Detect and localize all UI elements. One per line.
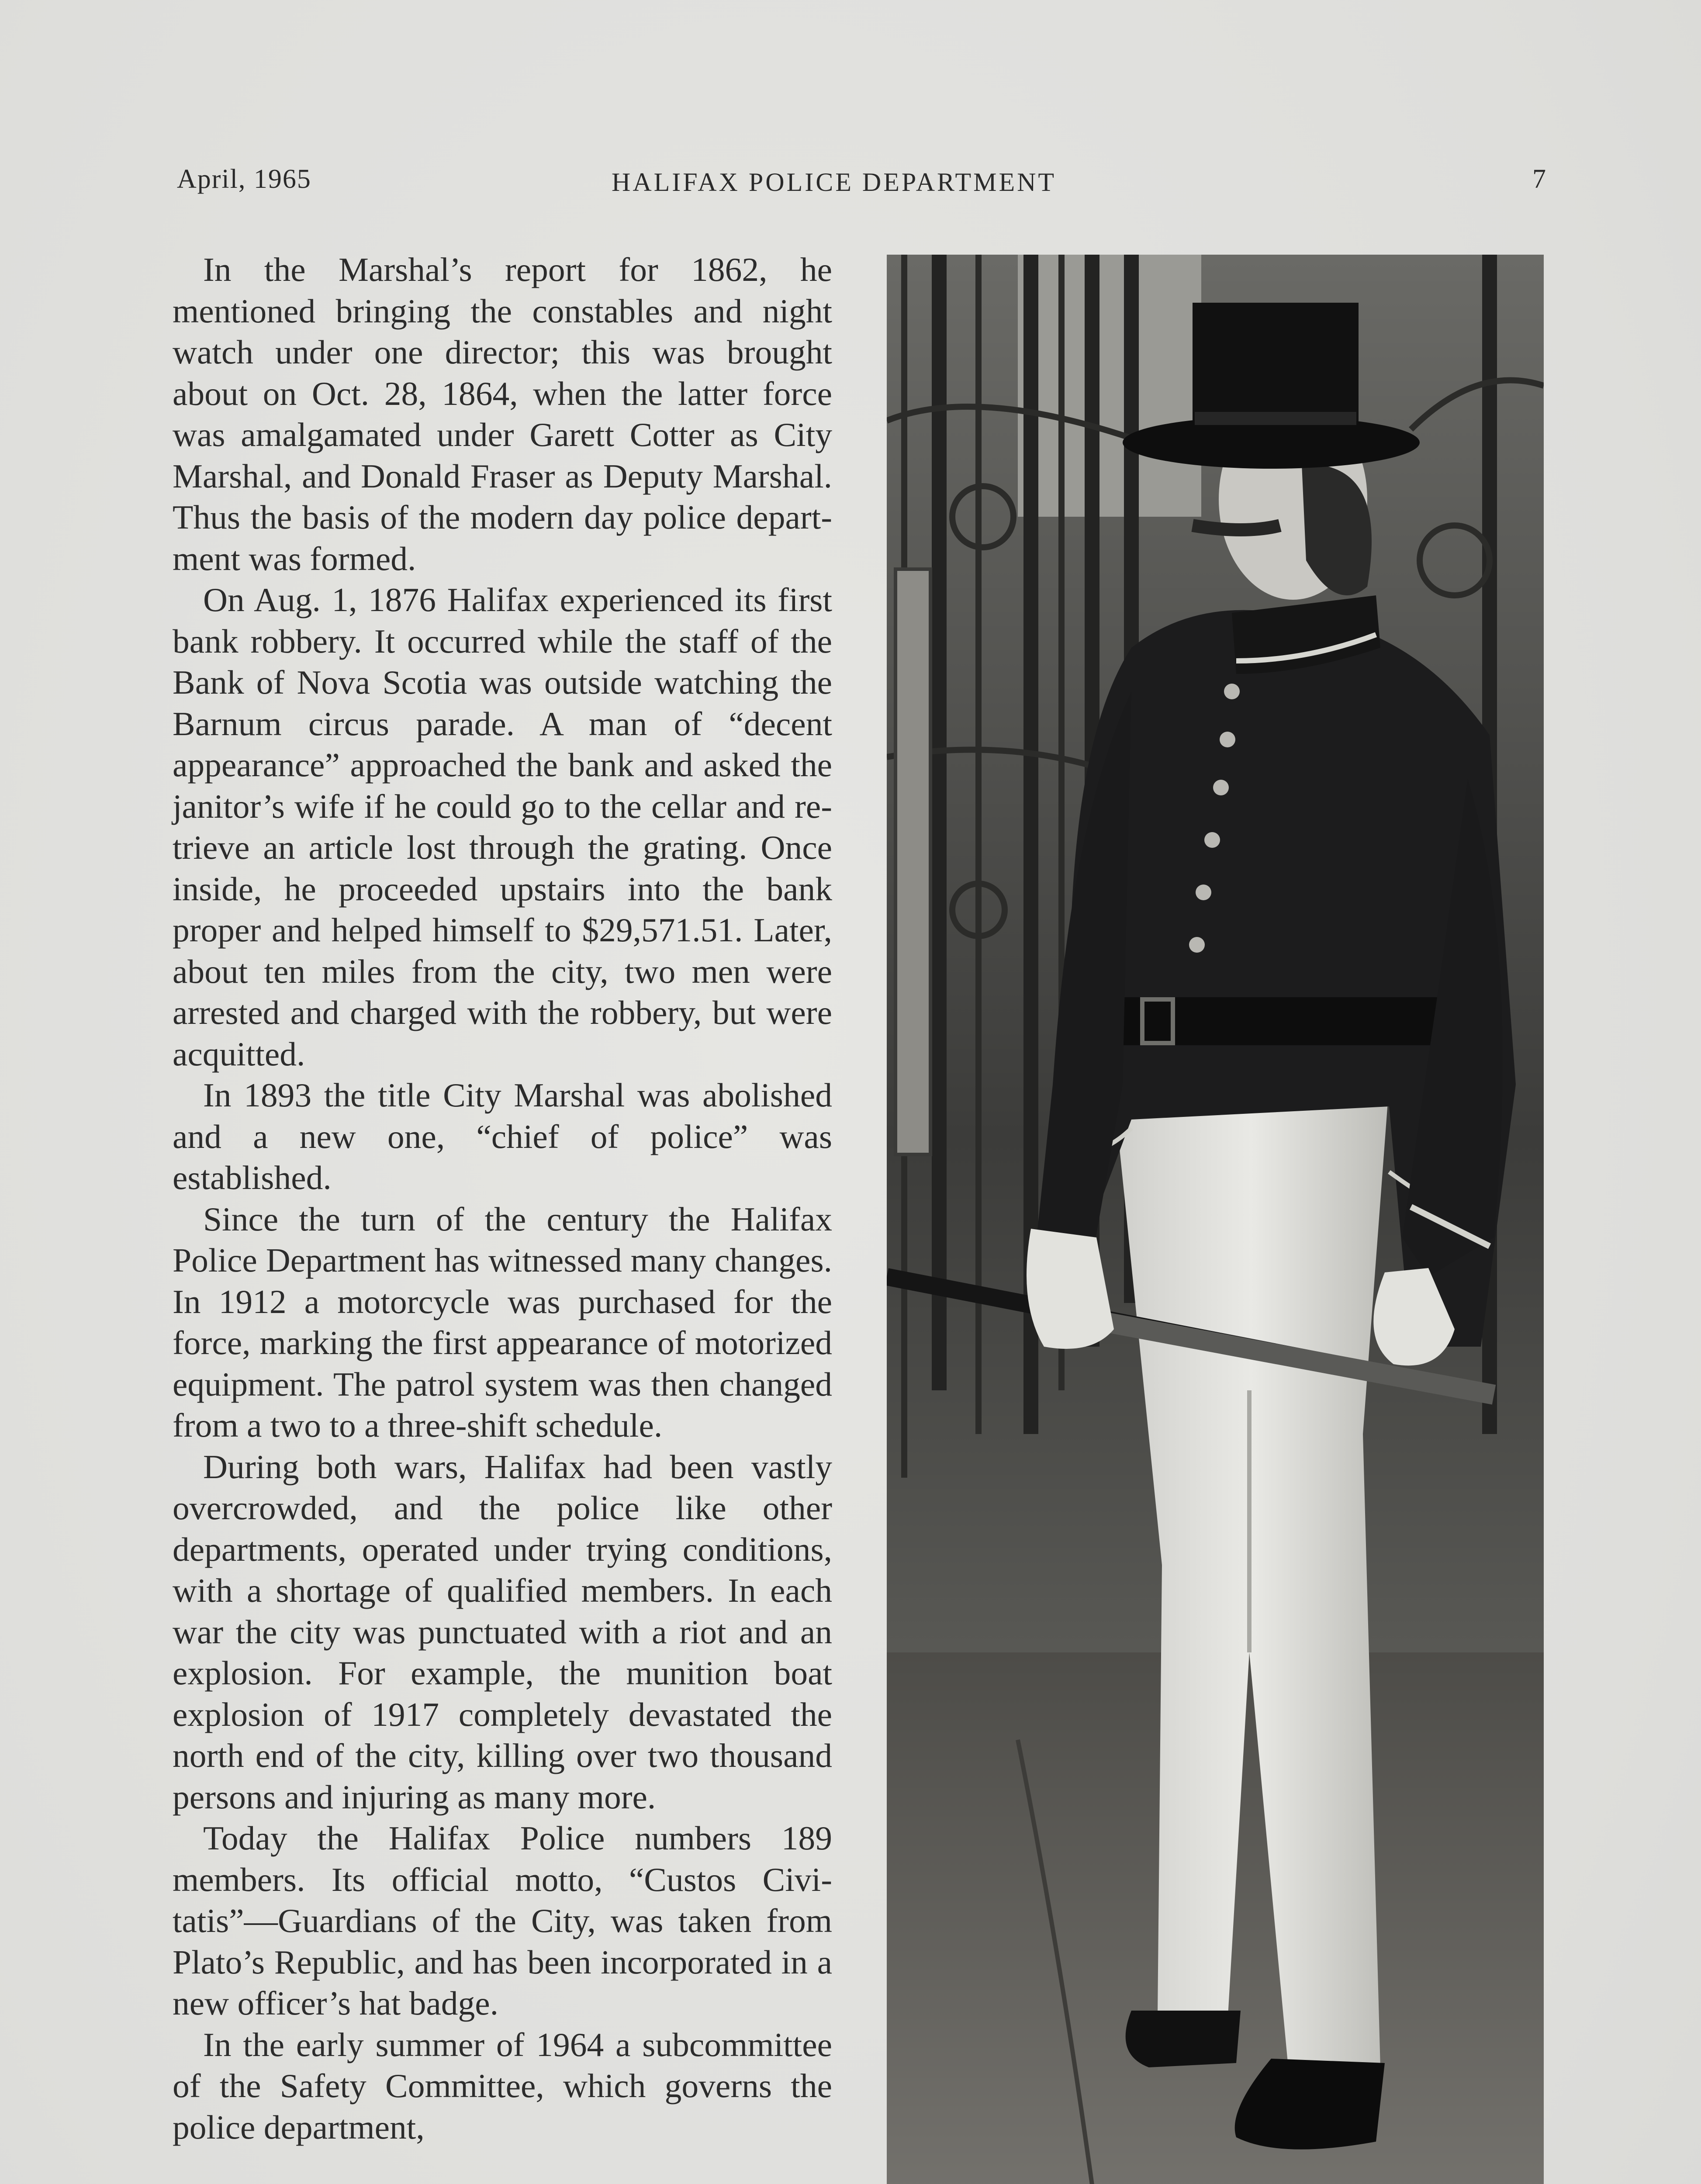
paragraph-subcommittee: In the early summer of 1964 a subcommittee of the Safety Committee, which governs the police department, bbox=[173, 2025, 832, 2146]
issue-date: April, 1965 bbox=[177, 164, 311, 194]
paragraph-century-changes: Since the turn of the century the Halifax Police Department has witnessed many changes. In 1912 a motorcycle was purchased for the force, marking the first appearance of motorized equipment. The patrol system was then changed from a two to a three-shift schedule. bbox=[173, 1200, 832, 1444]
paragraph-chief-of-police: In 1893 the title City Marshal was abolished and a new one, “chief of police” was established. bbox=[173, 1076, 832, 1196]
paragraph-bank-robbery: On Aug. 1, 1876 Halifax experienced its first bank robbery. It occurred while the staff of the Bank of Nova Scotia was outside watching the Barnum circus parade. A man of “decent appearance” approached the bank and asked the janitor’s wife if he could go to the cellar and retrieve an article lost through the grating. Once inside, he proceeded upstairs into the bank proper and helped himself to $29,571.51. Later, about ten miles from the city, two men were arrested and charged with the robbery, but were acquitted. bbox=[173, 581, 832, 1073]
paragraph-motto: Today the Halifax Police numbers 189 members. Its official motto, “Custos Civitatis”—Guardians of the City, was taken from Plato’s Republic, and has been incorporated in a new officer’s hat badge. bbox=[173, 1819, 832, 2022]
publication-title: HALIFAX POLICE DEPARTMENT bbox=[612, 168, 1057, 197]
uniform-photograph bbox=[887, 255, 1544, 2184]
paragraph-wars: During both wars, Halifax had been vastly overcrowded, and the police like other departments, operated under trying conditions, with a shortage of qualified members. In each war the city was punctuated with a riot and an explosion. For example, the munition boat explosion of 1917 completely devastated the north end of the city, killing over two thousand persons and injuring as many more. bbox=[173, 1448, 832, 1816]
paragraph-marshal-report: In the Marshal’s report for 1862, he mentioned bringing the constables and night watch under one director; this was brought about on Oct. 28, 1864, when the latter force was amalgamated under Garett Cotter as City Marshal, and Donald Fraser as Deputy Marshal. Thus the basis of the modern day police department was formed. bbox=[173, 251, 832, 577]
page-number: 7 bbox=[1532, 164, 1547, 194]
policeman-illustration bbox=[887, 255, 1544, 2184]
running-header bbox=[0, 164, 1701, 199]
article-text-column bbox=[173, 249, 832, 2148]
